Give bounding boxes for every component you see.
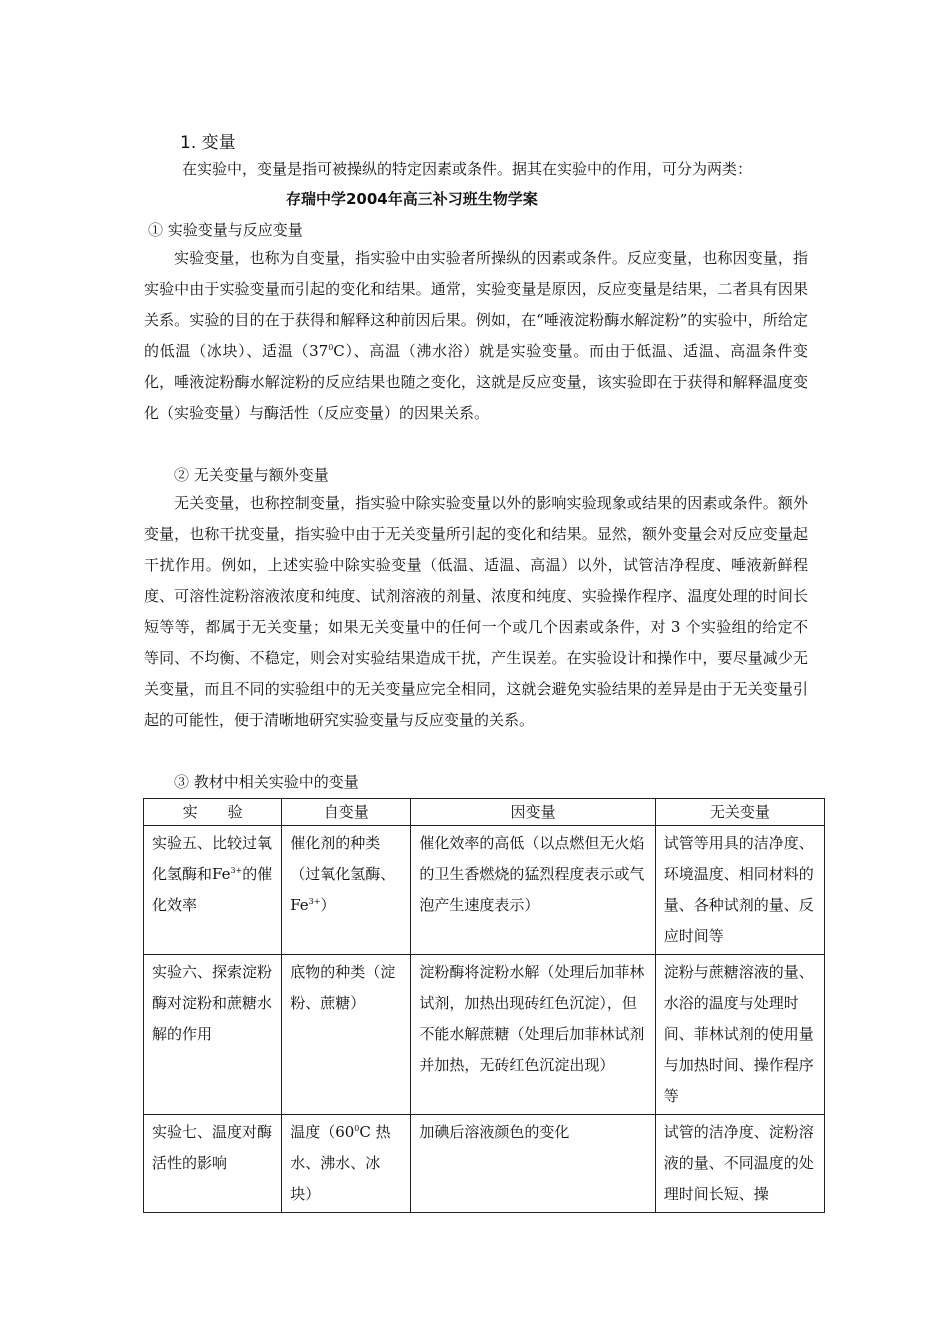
cell-text: 实验五、比较过氧化氢酶和Fe (152, 834, 273, 883)
table-row (144, 1115, 825, 1213)
section-heading: 1. 变量 (180, 133, 236, 153)
document-title: 存瑞中学2004年高三补习班生物学案 (286, 190, 538, 208)
paragraph-text: C）、高温（沸水浴）就是实验变量。而由于低温、适温、高温条件变化，唾液淀粉酶水解淀粉的反应结果也随之变化，这就是反应变量，该实验即在于获得和解释温度变化（实验变量）与酶活性（反应变量）的因果关系。 (144, 342, 809, 422)
paragraph-experimental-variables (144, 243, 808, 429)
paragraph-irrelevant-variables: 无关变量，也称控制变量，指实验中除实验变量以外的影响实验现象或结果的因素或条件。额外变量，也称干扰变量，指实验中由于无关变量所引起的变化和结果。显然，额外变量会对反应变量起干扰作用。例如，上述实验中除实验变量（低温、适温、高温）以外，试管洁净程度、唾液新鲜程度、可溶性淀粉溶液浓度和纯度、试剂溶液的剂量、浓度和纯度、实验操作程序、温度处理的时间长短等等，都属于无关变量；如果无关变量中的任何一个或几个因素或条件，对 3 个实验组的给定不等同、不均衡、不稳定，则会对实验结果造成干扰，产生误差。在实验设计和操作中，要尽量减少无关变量，而且不同的实验组中的无关变量应完全相同，这就会避免实验结果的差异是由于无关变量引起的可能性，便于清晰地研究实验变量与反应变量的关系。 (144, 494, 808, 729)
cell-experiment (144, 826, 282, 955)
cell-experiment: 实验六、探索淀粉酶对淀粉和蔗糖水解的作用 (144, 955, 282, 1115)
subsection-title-2: ② 无关变量与额外变量 (174, 466, 329, 484)
header-control-variable: 无关变量 (655, 799, 824, 826)
subsection-title-3: ③ 教材中相关实验中的变量 (174, 773, 359, 791)
table-header-row (144, 799, 825, 826)
cell-text: 温度（60 (290, 1123, 355, 1141)
cell-independent-variable (282, 826, 411, 955)
variables-table (143, 798, 825, 1213)
cell-dependent-variable: 催化效率的高低（以点燃但无火焰的卫生香燃烧的猛烈程度表示或气泡产生速度表示） (411, 826, 655, 955)
header-independent-variable: 自变量 (282, 799, 411, 826)
header-experiment: 实 验 (144, 799, 282, 826)
table-row (144, 955, 825, 1115)
cell-text: ） (320, 896, 336, 914)
intro-paragraph: 在实验中，变量是指可被操纵的特定因素或条件。据其在实验中的作用，可分为两类： (182, 160, 753, 178)
subsection-title-1: ① 实验变量与反应变量 (148, 221, 303, 239)
cell-dependent-variable: 加碘后溶液颜色的变化 (411, 1115, 655, 1213)
cell-text: C 热水、沸水、冰块） (290, 1123, 391, 1203)
header-dependent-variable: 因变量 (411, 799, 655, 826)
cell-dependent-variable: 淀粉酶将淀粉水解（处理后加菲林试剂，加热出现砖红色沉淀），但不能水解蔗糖（处理后加菲林试剂并加热，无砖红色沉淀出现） (411, 955, 655, 1115)
superscript: 0 (354, 1124, 360, 1133)
cell-text: 的催化效率 (152, 865, 273, 914)
cell-independent-variable (282, 1115, 411, 1213)
cell-text: 催化剂的种类（过氧化氢酶、Fe (290, 834, 396, 914)
cell-control-variable: 试管等用具的洁净度、环境温度、相同材料的量、各种试剂的量、反应时间等 (655, 826, 824, 955)
cell-control-variable: 淀粉与蔗糖溶液的量、水浴的温度与处理时间、菲林试剂的使用量与加热时间、操作程序等 (655, 955, 824, 1115)
table-row (144, 826, 825, 955)
superscript: 3+ (308, 897, 321, 906)
cell-independent-variable: 底物的种类（淀粉、蔗糖） (282, 955, 411, 1115)
paragraph-text: 实验变量，也称为自变量，指实验中由实验者所操纵的因素或条件。反应变量，也称因变量，指实验中由于实验变量而引起的变化和结果。通常，实验变量是原因，反应变量是结果，二者具有因果关系。实验的目的在于获得和解释这种前因后果。例如，在“唾液淀粉酶水解淀粉”的实验中，所给定的低温（冰块）、适温（37 (144, 249, 808, 360)
cell-control-variable: 试管的洁净度、淀粉溶液的量、不同温度的处理时间长短、操 (655, 1115, 824, 1213)
superscript: 3+ (230, 866, 243, 875)
cell-experiment: 实验七、温度对酶活性的影响 (144, 1115, 282, 1213)
degree-superscript: 0 (328, 343, 334, 352)
